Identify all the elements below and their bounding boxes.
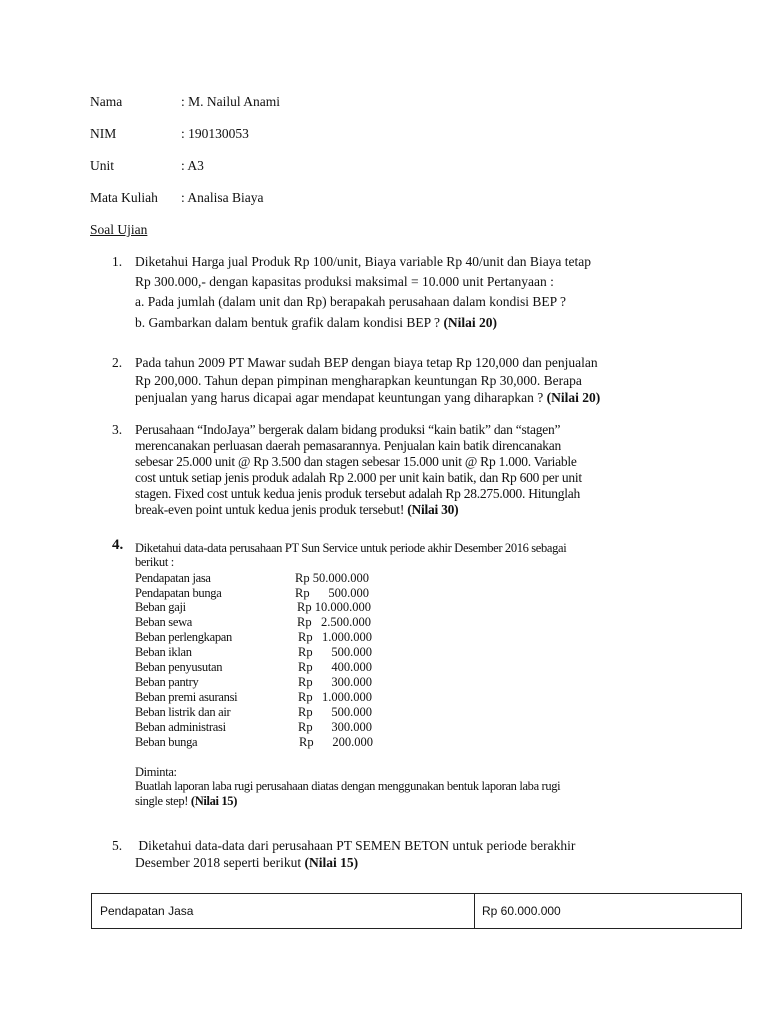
question-text: b. Gambarkan dalam bentuk grafik dalam kondisi BEP ?	[135, 315, 441, 330]
question-line: sebesar 25.000 unit @ Rp 3.500 dan stagen sebesar 15.000 unit @ Rp 1.000. Variable	[135, 454, 577, 469]
exam-title: Soal Ujian	[90, 222, 148, 237]
list-item-amount: Rp 300.000	[298, 675, 372, 689]
nim-label: NIM	[90, 126, 117, 141]
question-number: 4.	[112, 537, 124, 553]
question-line: Rp 300.000,- dengan kapasitas produksi maksimal = 10.000 unit Pertanyaan :	[135, 274, 554, 289]
name-value: : M. Nailul Anami	[181, 94, 280, 109]
list-item-name: Beban sewa	[135, 615, 193, 629]
table-cell	[475, 894, 741, 928]
list-item-amount: Rp 500.000	[298, 645, 372, 659]
table-row-value: Rp 60.000.000	[482, 904, 561, 918]
list-item-amount: Rp 10.000.000	[297, 600, 371, 614]
score-label: (Nilai 20)	[443, 315, 498, 330]
list-item-amount: Rp 400.000	[298, 660, 372, 674]
question-line: berikut :	[135, 555, 174, 569]
question-line: stagen. Fixed cost untuk kedua jenis produk tersebut adalah Rp 28.275.000. Hitunglah	[135, 486, 581, 501]
name-label: Nama	[90, 94, 123, 109]
question-number: 1.	[112, 254, 123, 269]
score-label: (Nilai 30)	[407, 502, 459, 517]
question-line: a. Pada jumlah (dalam unit dan Rp) berapakah perusahaan dalam kondisi BEP ?	[135, 294, 566, 309]
list-item-name: Beban gaji	[135, 600, 186, 614]
list-item-amount: Rp 1.000.000	[298, 690, 372, 704]
question-line	[135, 315, 497, 332]
list-item-name: Beban penyusutan	[135, 660, 223, 674]
list-item-amount: Rp 300.000	[298, 720, 372, 734]
question-line: Diketahui data-data perusahaan PT Sun Service untuk periode akhir Desember 2016 sebagai	[135, 541, 567, 555]
list-item-amount: Rp 1.000.000	[298, 630, 372, 644]
question-line	[135, 502, 458, 519]
question-line	[135, 794, 237, 809]
list-item-name: Pendapatan jasa	[135, 571, 211, 585]
list-item-amount: Rp 500.000	[298, 705, 372, 719]
question-line: Diketahui Harga jual Produk Rp 100/unit, Biaya variable Rp 40/unit dan Biaya tetap	[135, 254, 592, 269]
question-line: Pada tahun 2009 PT Mawar sudah BEP dengan biaya tetap Rp 120,000 dan penjualan	[135, 355, 598, 370]
question-line: Buatlah laporan laba rugi perusahaan diatas dengan menggunakan bentuk laporan laba rugi	[135, 779, 561, 793]
list-item-name: Beban pantry	[135, 675, 199, 689]
list-item-name: Beban iklan	[135, 645, 192, 659]
question-number: 3.	[112, 422, 123, 437]
question-line: Rp 200,000. Tahun depan pimpinan mengharapkan keuntungan Rp 30,000. Berapa	[135, 373, 582, 388]
question-number: 5.	[112, 838, 123, 853]
nim-value: : 190130053	[181, 126, 249, 141]
list-item-name: Beban administrasi	[135, 720, 226, 734]
question-text: single step!	[135, 794, 189, 808]
list-item-amount: Rp 500.000	[295, 586, 369, 600]
list-item-amount: Rp 50.000.000	[295, 571, 369, 585]
list-item-name: Beban premi asuransi	[135, 690, 238, 704]
list-item-name: Beban perlengkapan	[135, 630, 232, 644]
list-item-name: Beban listrik dan air	[135, 705, 231, 719]
unit-value: : A3	[181, 158, 204, 173]
list-item-amount: Rp 200.000	[299, 735, 373, 749]
table-cell	[92, 894, 475, 928]
score-label: (Nilai 20)	[546, 390, 601, 405]
list-item-amount: Rp 2.500.000	[297, 615, 371, 629]
diminta-label: Diminta:	[135, 765, 177, 779]
question-line: Diketahui data-data dari perusahaan PT SEMEN BETON untuk periode berakhir	[135, 838, 576, 853]
table-row-label: Pendapatan Jasa	[100, 904, 194, 918]
data-table	[91, 893, 742, 929]
question-line	[135, 855, 358, 872]
question-line: cost untuk setiap jenis produk adalah Rp 2.000 per unit kain batik, dan Rp 600 per unit	[135, 470, 582, 485]
course-value: : Analisa Biaya	[181, 190, 264, 205]
question-line: Perusahaan “IndoJaya” bergerak dalam bidang produksi “kain batik” dan “stagen”	[135, 422, 561, 437]
question-text: break-even point untuk kedua jenis produk tersebut!	[135, 502, 405, 517]
list-item-name: Beban bunga	[135, 735, 198, 749]
question-line: merencanakan perluasan daerah pemasarannya. Penjualan kain batik direncanakan	[135, 438, 562, 453]
unit-label: Unit	[90, 158, 115, 173]
question-text: Desember 2018 seperti berikut	[135, 855, 302, 870]
question-text: penjualan yang harus dicapai agar mendapat keuntungan yang diharapkan ?	[135, 390, 544, 405]
course-label: Mata Kuliah	[90, 190, 158, 205]
question-line	[135, 390, 600, 407]
list-item-name: Pendapatan bunga	[135, 586, 222, 600]
question-number: 2.	[112, 355, 123, 370]
score-label: (Nilai 15)	[190, 794, 238, 808]
score-label: (Nilai 15)	[304, 855, 359, 870]
